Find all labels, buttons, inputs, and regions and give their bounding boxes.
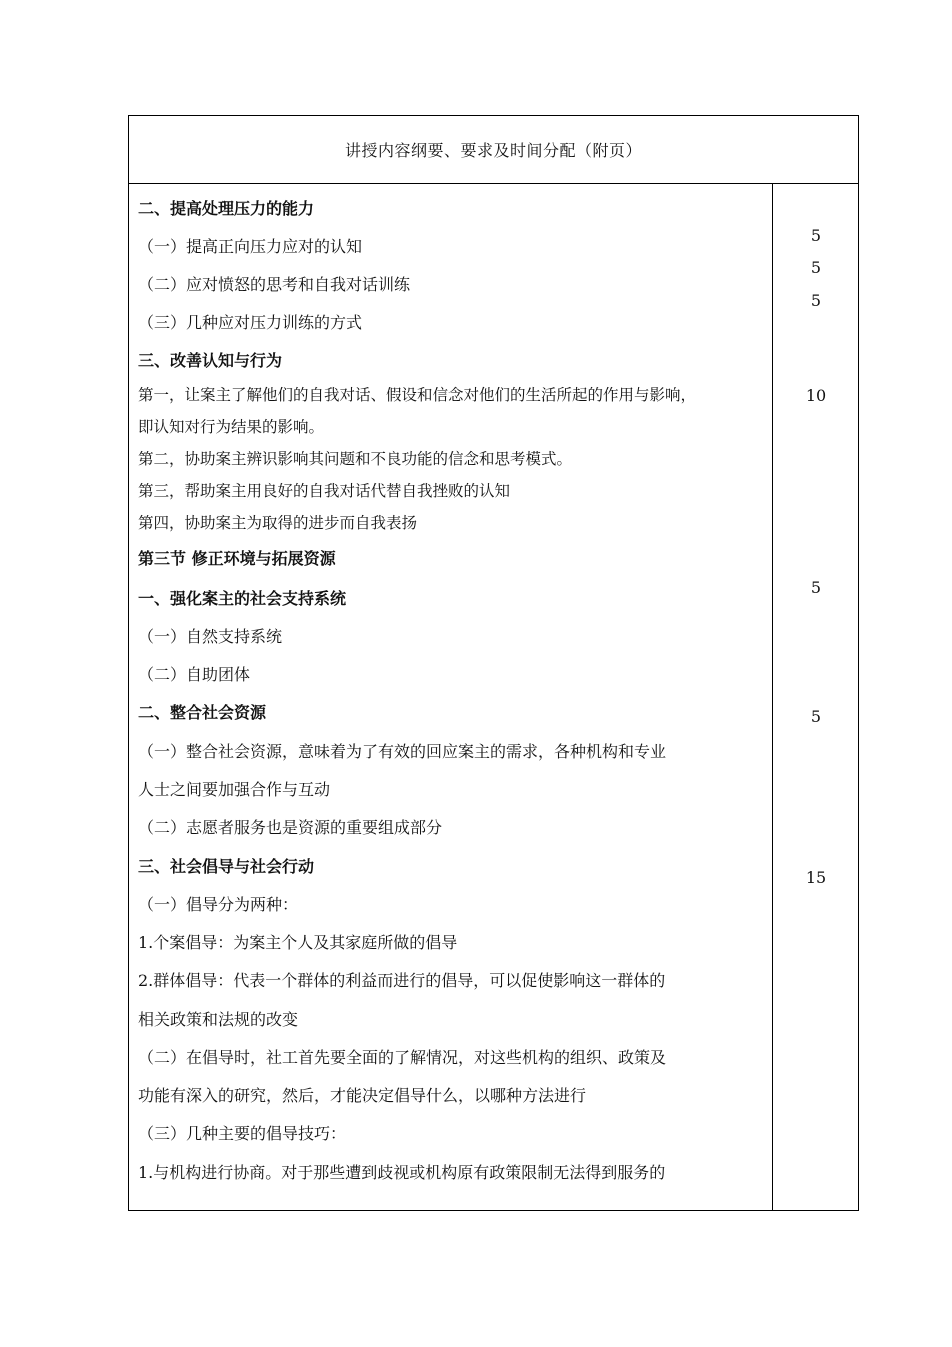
content-line: 第一，让案主了解他们的自我对话、假设和信念对他们的生活所起的作用与影响，: [138, 386, 697, 404]
content-line: 第二，协助案主辨识影响其问题和不良功能的信念和思考模式。: [138, 450, 573, 468]
time-allocation: 5: [810, 707, 822, 726]
content-line: （三）几种应对压力训练的方式: [138, 313, 363, 332]
content-line: （一）自然支持系统: [138, 627, 283, 646]
section-heading: 三、社会倡导与社会行动: [138, 857, 315, 876]
content-line: 2.群体倡导：代表一个群体的利益而进行的倡导，可以促使影响这一群体的: [138, 971, 666, 990]
section-heading: 三、改善认知与行为: [138, 351, 283, 370]
section-heading: 一、强化案主的社会支持系统: [138, 589, 347, 608]
section-heading: 二、提高处理压力的能力: [138, 199, 315, 218]
header-divider: [128, 183, 859, 184]
content-line: 第四，协助案主为取得的进步而自我表扬: [138, 514, 418, 532]
content-line: （二）在倡导时，社工首先要全面的了解情况，对这些机构的组织、政策及: [138, 1048, 667, 1067]
content-line: （一）倡导分为两种：: [138, 895, 299, 914]
time-allocation: 5: [810, 226, 822, 245]
content-line: （二）应对愤怒的思考和自我对话训练: [138, 275, 411, 294]
section-heading: 第三节 修正环境与拓展资源: [138, 549, 336, 568]
time-allocation: 5: [810, 291, 822, 310]
content-line: 即认知对行为结果的影响。: [138, 418, 325, 436]
content-line: （二）志愿者服务也是资源的重要组成部分: [138, 818, 443, 837]
section-heading: 二、整合社会资源: [138, 703, 267, 722]
content-line: 人士之间要加强合作与互动: [138, 780, 331, 799]
time-allocation: 15: [805, 868, 827, 887]
content-line: 第三，帮助案主用良好的自我对话代替自我挫败的认知: [138, 482, 511, 500]
content-line: 相关政策和法规的改变: [138, 1010, 299, 1029]
content-line: 1.与机构进行协商。对于那些遭到歧视或机构原有政策限制无法得到服务的: [138, 1163, 666, 1182]
time-allocation: 5: [810, 258, 822, 277]
content-line: （三）几种主要的倡导技巧：: [138, 1124, 347, 1143]
content-line: （二）自助团体: [138, 665, 251, 684]
content-line: （一）整合社会资源，意味着为了有效的回应案主的需求，各种机构和专业: [138, 742, 667, 761]
column-divider: [772, 183, 773, 1211]
content-line: 功能有深入的研究，然后，才能决定倡导什么，以哪种方法进行: [138, 1086, 587, 1105]
content-line: 1.个案倡导：为案主个人及其家庭所做的倡导: [138, 933, 458, 952]
time-allocation: 5: [810, 578, 822, 597]
time-allocation: 10: [805, 386, 827, 405]
content-line: （一）提高正向压力应对的认知: [138, 237, 363, 256]
table-header: 讲授内容纲要、要求及时间分配（附页）: [344, 140, 642, 160]
